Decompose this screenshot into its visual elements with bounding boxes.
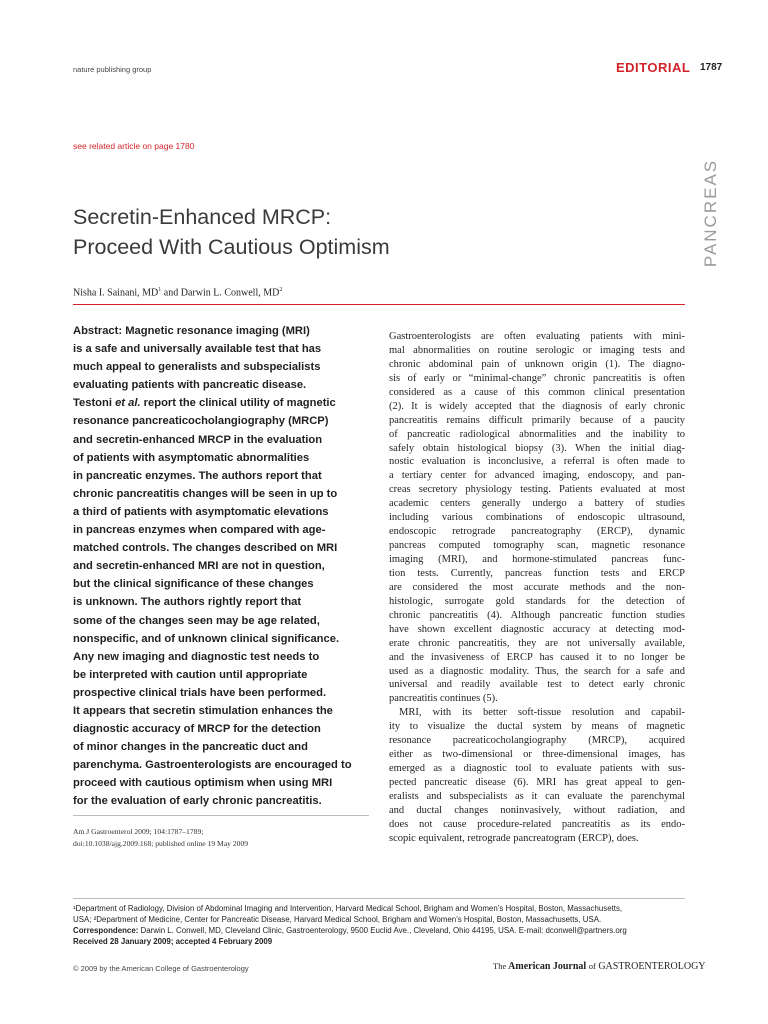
body-line: pected pancreatic disease (6). MRI has great appeal to gen- bbox=[389, 777, 685, 788]
body-line: tion tests. Currently, pancreas function tests and ERCP bbox=[389, 567, 685, 579]
footnote-divider bbox=[73, 898, 685, 899]
abstract-line: chronic pancreatitis changes will be seen in up to bbox=[73, 487, 338, 500]
abstract-line: matched controls. The changes described on MRI bbox=[73, 542, 338, 555]
body-line: pancreatitis remains difficult primarily because of a paucity bbox=[389, 414, 685, 426]
body-line: of pancreatic radiological abnormalities and the inability to bbox=[389, 428, 685, 440]
journal-name bbox=[493, 961, 706, 972]
section-vertical-label bbox=[691, 160, 731, 265]
abstract-line: proceed with cautious optimism when using MRI bbox=[73, 777, 333, 790]
title-line-2: Proceed With Cautious Optimism bbox=[73, 235, 390, 259]
abstract-line: nonspecific, and of unknown clinical significance. bbox=[73, 632, 340, 645]
correspondence-text: Darwin L. Conwell, MD, Cleveland Clinic, Gastroenterology, 9500 Euclid Ave., Cleveland, Ohio 44195, USA. E-mail: dconwell@partners.org bbox=[138, 926, 627, 936]
body-line: scopic equivalent, retrograde pancreatogram (ERCP), does. bbox=[389, 832, 639, 844]
body-line: including various combinations of endoscopic ultrasound, bbox=[389, 512, 685, 524]
body-line: creas secretory physiology testing. Patients evaluated at most bbox=[389, 484, 685, 496]
abstract-line: some of the changes seen may be age related, bbox=[73, 614, 320, 627]
abstract-line: prospective clinical trials have been performed. bbox=[73, 686, 327, 699]
publisher-label: nature publishing group bbox=[73, 65, 152, 74]
body-line: a tertiary center for advanced imaging, endoscopy, and pan- bbox=[389, 470, 685, 482]
et-al-italic: et al. bbox=[115, 397, 141, 410]
body-line: Gastroenterologists are often evaluating patients with mini- bbox=[389, 331, 685, 342]
author-list bbox=[73, 287, 282, 298]
abstract-divider bbox=[73, 815, 369, 816]
body-text-column bbox=[389, 330, 685, 846]
body-line: chronic abdominal pain of unknown origin (1). The diagno- bbox=[389, 358, 685, 370]
body-line: ity to visualize the ductal system by means of magnetic bbox=[389, 721, 685, 733]
body-line: mal abnormalities on routine serologic or imaging tests and bbox=[389, 344, 685, 356]
affiliation-line-1: ¹Department of Radiology, Division of Abdominal Imaging and Intervention, Harvard Medical School, Brigham and Women’s Hospital, Boston, Massachusetts, bbox=[73, 904, 623, 913]
body-line: (2). It is widely accepted that the diagnosis of early chronic bbox=[389, 400, 685, 412]
body-line: either as two-dimensional or three-dimensional images, has bbox=[389, 749, 685, 761]
abstract-line: much appeal to generalists and subspecialists bbox=[73, 361, 321, 374]
article-title bbox=[73, 202, 633, 262]
abstract-line: for the evaluation of early chronic pancreatitis. bbox=[73, 795, 322, 808]
journal-mid: American Journal bbox=[506, 961, 589, 972]
abstract-line: and secretin-enhanced MRCP in the evaluation bbox=[73, 433, 323, 446]
abstract-line: a third of patients with asymptomatic elevations bbox=[73, 505, 329, 518]
body-line: considered as a cause of this common clinical presentation bbox=[389, 386, 685, 398]
citation bbox=[73, 826, 248, 849]
section-vertical-text: PANCREAS bbox=[701, 158, 721, 267]
journal-of: of bbox=[588, 961, 596, 971]
body-line: nostic evaluation is inconclusive, a referral is often made to bbox=[389, 456, 685, 468]
copyright: © 2009 by the American College of Gastroenterology bbox=[73, 964, 249, 973]
author-1-affiliation: 1 bbox=[158, 287, 162, 293]
author-2-affiliation: 2 bbox=[279, 287, 283, 293]
body-line: and the invasiveness of ERCP has caused it to no longer be bbox=[389, 651, 685, 663]
abstract-line: evaluating patients with pancreatic disease. bbox=[73, 379, 307, 392]
body-line: resonance pacreaticocholangiography (MRCP), acquired bbox=[389, 735, 685, 747]
body-line: sis of early or “minimal-change” chronic pancreatitis is often bbox=[389, 372, 685, 384]
received-dates bbox=[73, 936, 693, 947]
abstract-line: but the clinical significance of these changes bbox=[73, 578, 314, 591]
abstract-line: resonance pancreaticocholangiography (MRCP) bbox=[73, 415, 329, 428]
abstract-line: is a safe and universally available test that has bbox=[73, 343, 322, 356]
body-line: imaging (MRI), and hormone-stimulated pancreas func- bbox=[389, 554, 685, 565]
abstract-line: is unknown. The authors rightly report that bbox=[73, 596, 302, 609]
body-line: does not cause procedure-related pancreatitis as its endo- bbox=[389, 818, 685, 830]
body-line: eralists and subspecialists as it can evaluate the parenchymal bbox=[389, 790, 685, 802]
body-line: academic centers generally undergo a battery of studies bbox=[389, 498, 685, 510]
abstract-line: of patients with asymptomatic abnormalities bbox=[73, 451, 310, 464]
section-label: EDITORIAL bbox=[616, 60, 691, 75]
abstract-line: in pancreatic enzymes. The authors report that bbox=[73, 469, 322, 482]
body-line: have shown excellent diagnostic accuracy at detecting mod- bbox=[389, 623, 685, 635]
abstract-line: be interpreted with caution until appropriate bbox=[73, 668, 308, 681]
abstract-line: Any new imaging and diagnostic test needs to bbox=[73, 650, 320, 663]
abstract bbox=[73, 322, 373, 811]
abstract-line: It appears that secretin stimulation enhances the bbox=[73, 704, 333, 717]
author-1: Nisha I. Sainani, MD bbox=[73, 287, 159, 299]
received-text: Received 28 January 2009; accepted 4 February 2009 bbox=[73, 937, 273, 947]
body-line: and ductal changes noninvasively, without radiation, and bbox=[389, 804, 685, 816]
author-2: Darwin L. Conwell, MD bbox=[180, 287, 280, 299]
abstract-line: Abstract: Magnetic resonance imaging (MRI) bbox=[73, 325, 310, 337]
body-line: used as a diagnostic modality. Thus, the search for a safe and bbox=[389, 665, 685, 677]
body-line: erate chronic pancreatitis, they are not universally available, bbox=[389, 637, 685, 649]
page-number: 1787 bbox=[700, 62, 723, 73]
abstract-line: Testoni et al. report the clinical utility of magnetic bbox=[73, 397, 336, 410]
abstract-line: parenchyma. Gastroenterologists are encouraged to bbox=[73, 759, 352, 772]
footnotes bbox=[73, 903, 693, 947]
related-article-link[interactable]: see related article on page 1780 bbox=[73, 141, 195, 151]
body-line: are considered the most accurate methods and the non- bbox=[389, 581, 685, 593]
body-line: MRI, with its better soft-tissue resolution and capabil- bbox=[399, 707, 685, 719]
abstract-line: and secretin-enhanced MRI are not in question, bbox=[73, 560, 325, 573]
citation-line-1: Am J Gastroenterol 2009; 104:1787–1789; bbox=[73, 827, 204, 836]
title-line-1: Secretin-Enhanced MRCP: bbox=[73, 205, 332, 229]
body-line: histologic, surrogate gold standards for the detection of bbox=[389, 595, 685, 607]
body-line: chronic pancreatitis (4). Although pancreatic function studies bbox=[389, 609, 685, 621]
correspondence bbox=[73, 925, 693, 936]
title-divider bbox=[73, 304, 685, 305]
correspondence-label: Correspondence: bbox=[73, 926, 139, 936]
affiliation-line-2: USA; ²Department of Medicine, Center for Pancreatic Disease, Harvard Medical School, Brigham and Women’s Hospital, Boston, Massachusetts, USA. bbox=[73, 915, 602, 925]
abstract-line: of minor changes in the pancreatic duct and bbox=[73, 741, 308, 754]
journal-prefix: The bbox=[493, 961, 507, 971]
journal-title: GASTROENTEROLOGY bbox=[595, 961, 706, 972]
body-line: endoscopic retrograde pancreatography (ERCP), dynamic bbox=[389, 526, 685, 538]
citation-doi: doi:10.1038/ajg.2009.168; published online 19 May 2009 bbox=[73, 838, 249, 848]
body-line: pancreas computed tomography scan, magnetic resonance bbox=[389, 540, 685, 552]
abstract-line: diagnostic accuracy of MRCP for the detection bbox=[73, 723, 321, 736]
body-line: universal and readily available test to detect early chronic bbox=[389, 679, 685, 691]
author-conjunction: and bbox=[161, 287, 181, 299]
body-line: safely obtain histological biopsy (3). When the initial diag- bbox=[389, 442, 685, 454]
body-line: pancreatitis continues (5). bbox=[389, 693, 498, 705]
abstract-line: in pancreas enzymes when compared with age- bbox=[73, 524, 326, 537]
body-line: emerged as a diagnostic tool to evaluate patients with sus- bbox=[389, 763, 685, 775]
